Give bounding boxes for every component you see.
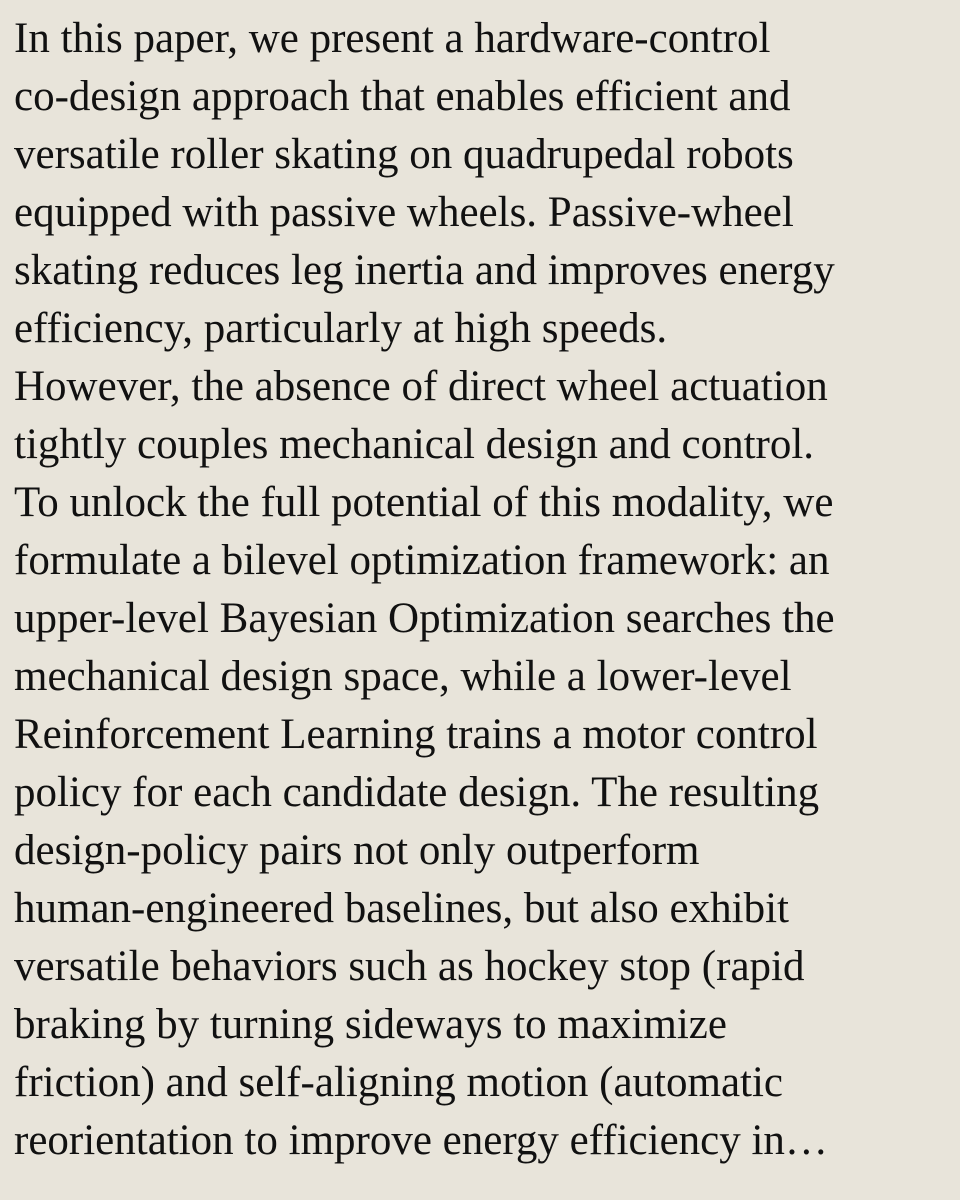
abstract-line: To unlock the full potential of this modality, we (14, 479, 834, 526)
abstract-line: design-policy pairs not only outperform (14, 827, 700, 874)
abstract-line: mechanical design space, while a lower-level (14, 653, 792, 700)
abstract-text (14, 10, 954, 1170)
abstract-line: upper-level Bayesian Optimization searches the (14, 595, 835, 642)
abstract-line: equipped with passive wheels. Passive-wheel (14, 189, 794, 236)
abstract-line: braking by turning sideways to maximize (14, 1001, 727, 1048)
abstract-line: reorientation to improve energy efficiency in… (14, 1117, 828, 1164)
abstract-line: human-engineered baselines, but also exhibit (14, 885, 789, 932)
abstract-line: Reinforcement Learning trains a motor control (14, 711, 818, 758)
abstract-line: tightly couples mechanical design and control. (14, 421, 815, 468)
abstract-line: formulate a bilevel optimization framework: an (14, 537, 830, 584)
abstract-line: friction) and self-aligning motion (automatic (14, 1059, 784, 1106)
abstract-line: versatile roller skating on quadrupedal robots (14, 131, 794, 178)
abstract-line: efficiency, particularly at high speeds. (14, 305, 668, 352)
abstract-line: skating reduces leg inertia and improves energy (14, 247, 835, 294)
abstract-line: co-design approach that enables efficient and (14, 73, 791, 120)
abstract-line: In this paper, we present a hardware-control (14, 15, 771, 62)
abstract-line: policy for each candidate design. The resulting (14, 769, 820, 816)
abstract-line: However, the absence of direct wheel actuation (14, 363, 828, 410)
abstract-line: versatile behaviors such as hockey stop (rapid (14, 943, 805, 990)
